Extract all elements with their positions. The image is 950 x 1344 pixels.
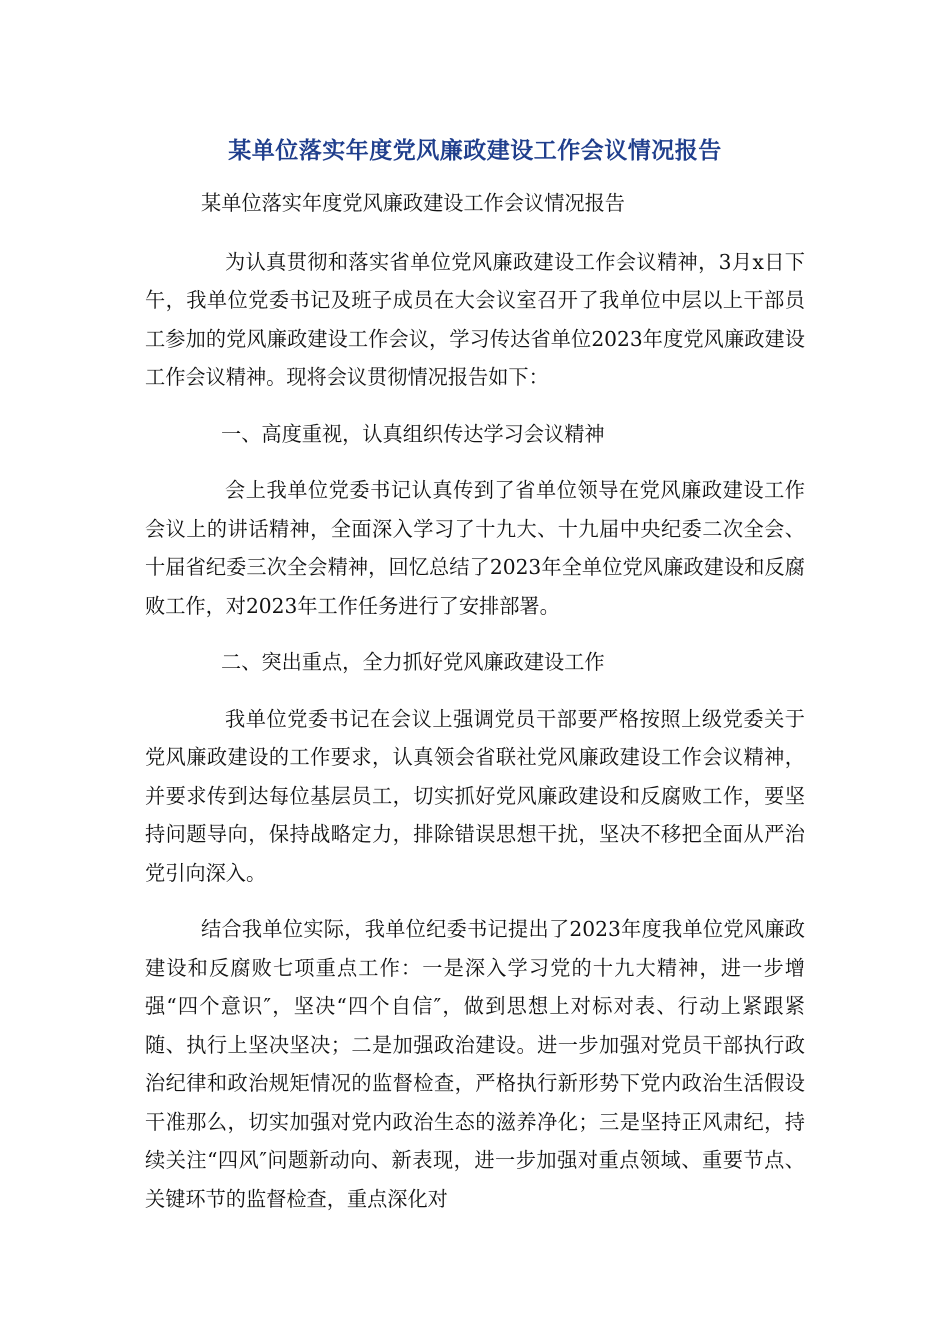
paragraph-intro: 为认真贯彻和落实省单位党风廉政建设工作会议精神，3月x日下午，我单位党委书记及班子成员在大会议室召开了我单位中层以上干部员工参加的党风廉政建设工作会议，学习传达省单位2023年度党风廉政建设工作会议精神。现将会议贯彻情况报告如下： (145, 249, 805, 389)
section-heading-1: 一、高度重视，认真组织传达学习会议精神 (221, 421, 605, 446)
paragraph-section-1: 会上我单位党委书记认真传到了省单位领导在党风廉政建设工作会议上的讲话精神，全面深入学习了十九大、十九届中央纪委二次全会、十届省纪委三次全会精神，回忆总结了2023年全单位党风廉政建设和反腐败工作，对2023年工作任务进行了安排部署。 (145, 478, 805, 618)
document-subtitle: 某单位落实年度党风廉政建设工作会议情况报告 (201, 191, 625, 215)
document-body (145, 184, 805, 1218)
paragraph-section-2: 我单位党委书记在会议上强调党员干部要严格按照上级党委关于党风廉政建设的工作要求，认真领会省联社党风廉政建设工作会议精神，并要求传到达每位基层员工，切实抓好党风廉政建设和反腐败工作，要坚持问题导向，保持战略定力，排除错误思想干扰，坚决不移把全面从严治党引向深入。 (145, 706, 805, 885)
document-title: 某单位落实年度党风廉政建设工作会议情况报告 (228, 138, 722, 164)
paragraph-key-tasks: 结合我单位实际，我单位纪委书记提出了2023年度我单位党风廉政建设和反腐败七项重点工作：一是深入学习党的十九大精神，进一步增强“四个意识″，坚决“四个自信″，做到思想上对标对表、行动上紧跟紧随、执行上坚决坚决；二是加强政治建设。进一步加强对党员干部执行政治纪律和政治规矩情况的监督检查，严格执行新形势下党内政治生活假设干准那么，切实加强对党内政治生态的滋养净化；三是坚持正风肃纪，持续关注“四风″问题新动向、新表现，进一步加强对重点领域、重要节点、关键环节的监督检查，重点深化对 (145, 917, 805, 1211)
section-heading-2: 二、突出重点，全力抓好党风廉政建设工作 (221, 650, 605, 674)
